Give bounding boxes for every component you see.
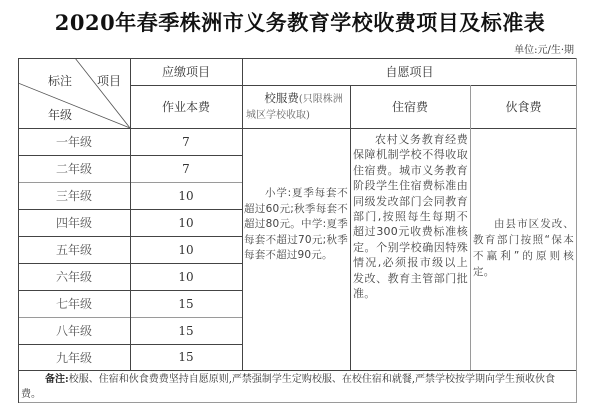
grade-cell: 八年级 [55, 324, 92, 338]
grade-cell: 三年级 [55, 189, 92, 203]
grade-cell: 一年级 [55, 135, 92, 149]
header-lodging-fee: 住宿费 [391, 100, 428, 114]
notes-text: 校服、住宿和伙食费费坚持自愿原则,严禁强制学生定购校服、在校住宿和就餐,严禁学校按学期向学生预收伙食费。 [21, 374, 556, 400]
grid-line [18, 402, 577, 403]
fee-table [18, 58, 577, 403]
corner-label-grade: 年级 [47, 107, 72, 122]
header-optional-items: 自愿项目 [385, 65, 434, 79]
grid-line [18, 370, 577, 371]
header-uniform-fee [242, 85, 350, 128]
corner-label-item: 项目 [96, 73, 121, 88]
grid-line [18, 58, 19, 403]
grid-line [470, 85, 471, 370]
grade-cell: 六年级 [55, 270, 92, 284]
workbook-fee-cell: 15 [178, 323, 194, 338]
meals-fee-standard: 由县市区发改、教育部门按照“保本不赢利”的原则核定。 [473, 218, 574, 278]
grid-line [576, 58, 577, 403]
grade-cell: 二年级 [55, 162, 92, 176]
grade-cell: 七年级 [55, 297, 92, 311]
workbook-fee-cell: 7 [182, 161, 190, 176]
unit-label: 单位:元/生·期 [514, 45, 574, 56]
notes-row [18, 370, 577, 402]
grid-line [130, 58, 131, 370]
corner-label-annotation: 标注 [47, 73, 72, 88]
uniform-fee-label: 校服费 [264, 90, 299, 105]
notes-label: 备注: [45, 374, 69, 385]
grid-line [350, 85, 351, 370]
page-title: 2020年春季株洲市义务教育学校收费项目及标准表 [54, 10, 546, 35]
workbook-fee-cell: 10 [178, 188, 194, 203]
header-meals-fee: 伙食费 [505, 100, 542, 114]
grade-cell: 四年级 [55, 216, 92, 230]
grid-line [130, 85, 577, 86]
uniform-fee-note: (只限株洲城区学校收取) [246, 93, 343, 121]
header-workbook-fee: 作业本费 [161, 100, 210, 114]
lodging-fee-standard: 农村义务教育经费保障机制学校不得收取住宿费。城市义务教育阶段学生住宿费标准由同级发改部门会同教育部门,按照每生每期不超过300元收费标准核定。个别学校确因特殊情况,必须报市级以上发改、教育主管部门批准。 [353, 133, 468, 301]
grade-cell: 九年级 [55, 350, 92, 365]
grid-line [18, 128, 577, 129]
workbook-fee-cell: 10 [178, 215, 194, 230]
workbook-fee-cell: 10 [178, 242, 194, 257]
grid-line [18, 58, 577, 59]
grid-line [242, 58, 243, 370]
workbook-fee-cell: 10 [178, 269, 194, 284]
grade-cell: 五年级 [55, 243, 92, 257]
uniform-fee-standard: 小学:夏季每套不超过60元;秋季每套不超过80元。中学:夏季每套不超过70元;秋季每套不超过90元。 [244, 187, 348, 261]
workbook-fee-cell: 15 [178, 296, 194, 311]
header-required-items: 应缴项目 [161, 65, 210, 79]
workbook-fee-cell: 15 [178, 350, 194, 364]
workbook-fee-cell: 7 [182, 134, 190, 149]
